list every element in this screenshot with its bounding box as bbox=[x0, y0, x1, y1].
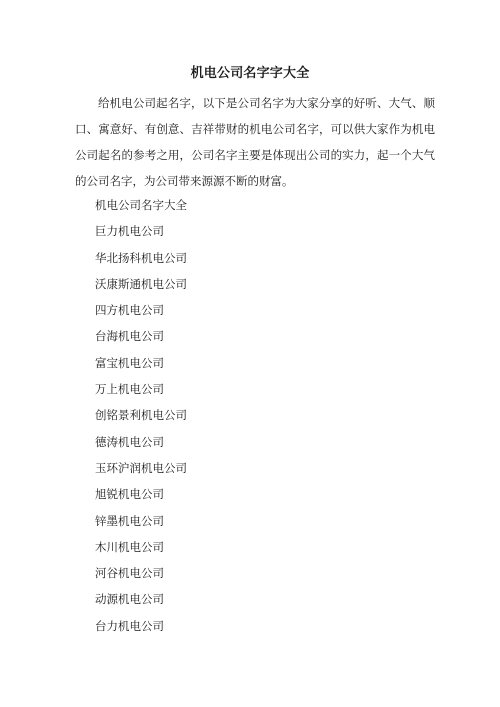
company-name-list bbox=[95, 197, 187, 644]
list-item: 锌墨机电公司 bbox=[95, 513, 164, 528]
intro-paragraph: 给机电公司起名字，以下是公司名字为大家分享的好听、大气、顺口、寓意好、有创意、吉祥带财的机电公司名字，可以供大家作为机电公司起名的参考之用，公司名字主要是体现出公司的实力，起一个大气的公司名字，为公司带来源源不断的财富。 bbox=[75, 96, 435, 188]
list-item: 台力机电公司 bbox=[95, 618, 164, 633]
list-item: 创铭景利机电公司 bbox=[95, 408, 187, 423]
list-item: 玉环沪润机电公司 bbox=[95, 460, 187, 475]
list-item: 动源机电公司 bbox=[95, 592, 164, 607]
list-item: 旭锐机电公司 bbox=[95, 487, 164, 502]
list-item: 德涛机电公司 bbox=[95, 434, 164, 449]
list-item: 河谷机电公司 bbox=[95, 566, 164, 581]
list-item: 四方机电公司 bbox=[95, 303, 164, 318]
list-item: 台海机电公司 bbox=[95, 329, 164, 344]
list-item: 木川机电公司 bbox=[95, 539, 164, 554]
list-item: 万上机电公司 bbox=[95, 382, 164, 397]
list-item: 华北扬科机电公司 bbox=[95, 250, 187, 265]
list-item: 富宝机电公司 bbox=[95, 355, 164, 370]
list-item: 沃康斯通机电公司 bbox=[95, 276, 187, 291]
document-title: 机电公司名字字大全 bbox=[190, 66, 310, 81]
list-heading: 机电公司名字大全 bbox=[95, 198, 187, 212]
list-item: 巨力机电公司 bbox=[95, 224, 164, 239]
